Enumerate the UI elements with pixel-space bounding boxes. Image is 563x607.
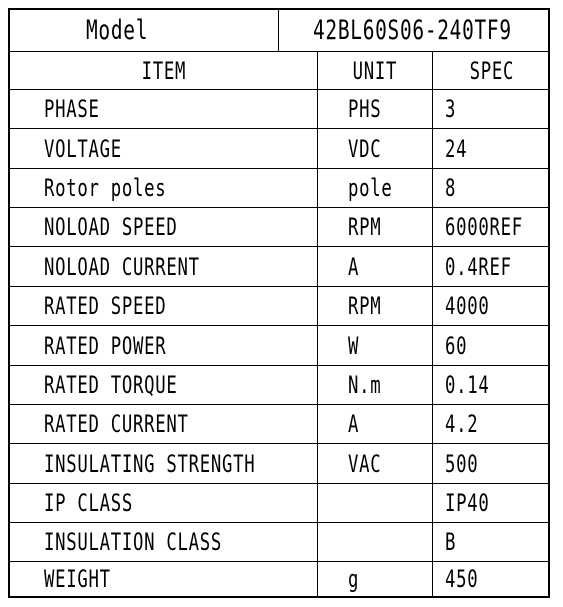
parameter-unit: RPM	[317, 287, 432, 325]
table-row	[10, 562, 548, 596]
parameter-unit: N.m	[317, 366, 432, 404]
parameter-spec: 4000	[432, 287, 550, 325]
parameter-name: INSULATING STRENGTH	[44, 449, 256, 478]
table-row	[10, 405, 548, 444]
spec-column-header: SPEC	[432, 52, 550, 89]
parameter-unit: g	[317, 562, 432, 596]
parameter-name: Rotor poles	[44, 174, 167, 202]
parameter-unit: VAC	[317, 444, 432, 483]
parameter-spec: 0.4REF	[432, 247, 550, 286]
model-row	[10, 10, 548, 52]
parameter-spec: B	[432, 523, 550, 561]
parameter-spec: 4.2	[432, 405, 550, 443]
parameter-spec: 500	[432, 444, 550, 483]
item-column-header: ITEM	[141, 56, 186, 85]
parameter-name: INSULATION CLASS	[44, 528, 222, 556]
parameter-name: RATED SPEED	[44, 292, 167, 320]
parameter-unit	[317, 523, 432, 561]
parameter-name: NOLOAD SPEED	[44, 213, 178, 241]
parameter-unit: RPM	[317, 208, 432, 246]
table-row	[10, 90, 548, 129]
parameter-name: RATED TORQUE	[44, 371, 178, 399]
parameter-name: NOLOAD CURRENT	[44, 252, 200, 281]
parameter-name: WEIGHT	[44, 565, 111, 593]
model-label: Model	[86, 15, 149, 46]
parameter-spec: 3	[432, 90, 550, 128]
motor-spec-table	[8, 8, 550, 598]
parameter-unit: PHS	[317, 90, 432, 128]
unit-column-header: UNIT	[317, 52, 432, 89]
table-row	[10, 484, 548, 523]
parameter-name: IP CLASS	[44, 489, 133, 517]
table-row	[10, 523, 548, 562]
table-row	[10, 326, 548, 366]
parameter-name: PHASE	[44, 95, 100, 123]
table-row	[10, 208, 548, 247]
model-value: 42BL60S06-240TF9	[278, 10, 550, 51]
parameter-spec: 24	[432, 129, 550, 168]
parameter-unit: pole	[317, 169, 432, 207]
table-row	[10, 444, 548, 484]
parameter-unit	[317, 484, 432, 522]
parameter-spec: 60	[432, 326, 550, 365]
table-row	[10, 366, 548, 405]
column-header-row	[10, 52, 548, 90]
parameter-spec: 8	[432, 169, 550, 207]
parameter-name: RATED POWER	[44, 331, 167, 360]
parameter-spec: 6000REF	[432, 208, 550, 246]
parameter-name: RATED CURRENT	[44, 410, 189, 438]
table-row	[10, 287, 548, 326]
table-row	[10, 169, 548, 208]
parameter-unit: W	[317, 326, 432, 365]
parameter-spec: 450	[432, 562, 550, 596]
table-row	[10, 247, 548, 287]
parameter-unit: A	[317, 405, 432, 443]
parameter-unit: A	[317, 247, 432, 286]
parameter-spec: IP40	[432, 484, 550, 522]
table-row	[10, 129, 548, 169]
parameter-name: VOLTAGE	[44, 134, 122, 163]
parameter-unit: VDC	[317, 129, 432, 168]
parameter-spec: 0.14	[432, 366, 550, 404]
